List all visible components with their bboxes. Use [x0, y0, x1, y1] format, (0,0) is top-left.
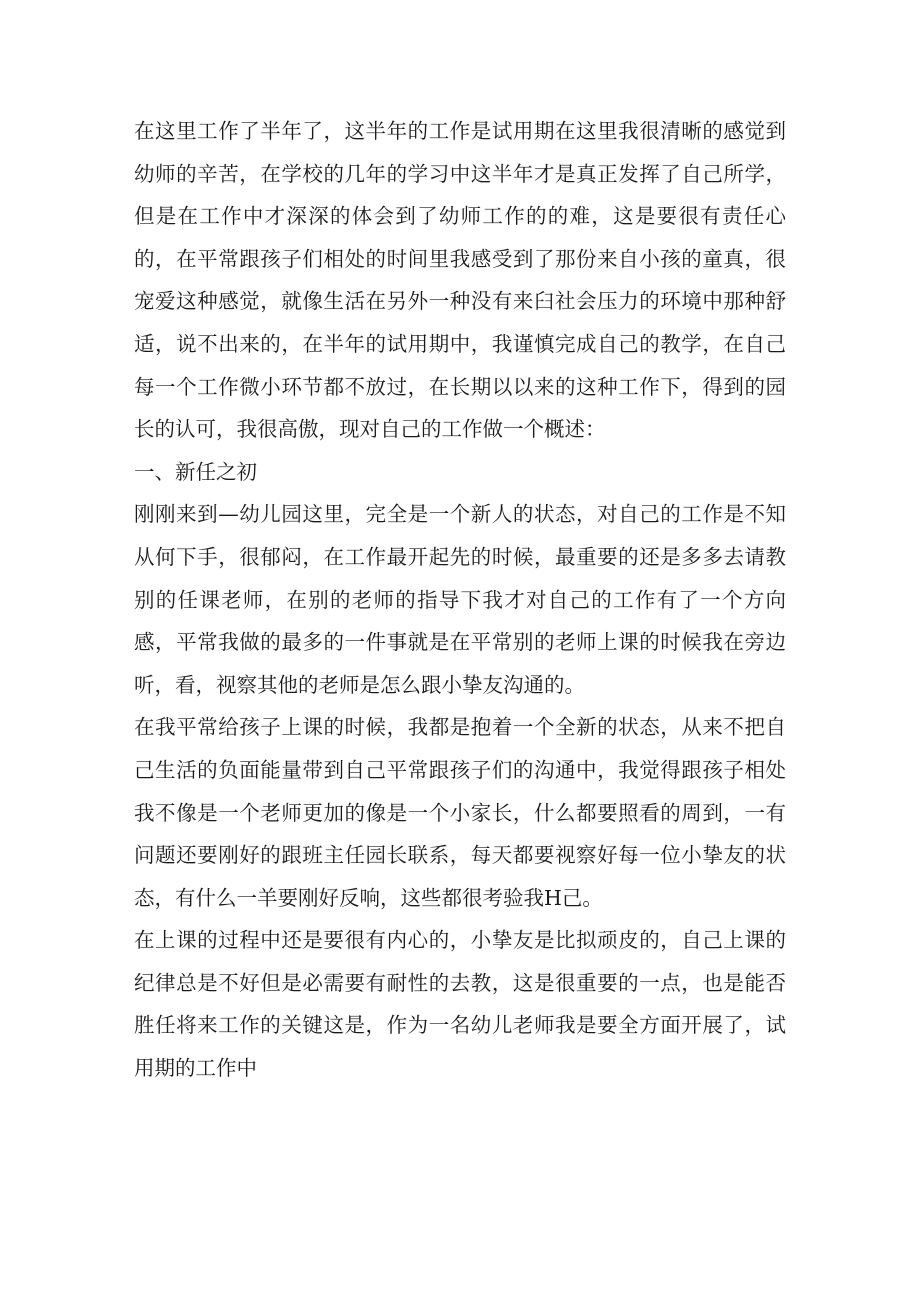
paragraph-patience: 在上课的过程中还是要很有内心的，小挚友是比拟顽皮的，自己上课的纪律总是不好但是必需要有耐性的去教，这是很重要的一点，也是能否胜任将来工作的关键这是，作为一名幼儿老师我是要全方面开展了，试用期的工作中 — [134, 928, 786, 1081]
paragraph-intro: 在这里工作了半年了，这半年的工作是试用期在这里我很清晰的感觉到幼师的辛苦，在学校的几年的学习中这半年才是真正发挥了自己所学，但是在工作中才深深的体会到了幼师工作的的难，这是要很有责任心的，在平常跟孩子们相处的时间里我感受到了那份来自小孩的童真，很宠爱这种感觉，就像生活在另外一种没有来臼社会压力的环境中那种舒适，说不出来的，在半年的试用期中，我谨慎完成自己的教学，在自己每一个工作微小环节都不放过，在长期以以来的这种工作下，得到的园长的认可，我很高傲，现对自己的工作做一个概述： — [134, 119, 786, 442]
document-body — [134, 110, 786, 1090]
paragraph-new-start: 刚刚来到—幼儿园这里，完全是一个新人的状态，对自己的工作是不知从何下手，很郁闷，在工作最开起先的时候，最重要的还是多多去请教别的任课老师，在别的老师的指导下我才对自己的工作有了一个方向感，平常我做的最多的一件事就是在平常别的老师上课的时候我在旁边听，看，视察其他的老师是怎么跟小挚友沟通的。 — [134, 502, 786, 697]
paragraph-teaching-attitude: 在我平常给孩子上课的时候，我都是抱着一个全新的状态，从来不把自己生活的负面能量带到自己平常跟孩子们的沟通中，我觉得跟孩子相处我不像是一个老师更加的像是一个小家长，什么都要照看的周到，一有问题还要刚好的跟班主任园长联系，每天都要视察好每一位小挚友的状态，有什么一羊要刚好反响，这些都很考验我H己。 — [134, 715, 786, 910]
section-heading-1: 一、新任之初 — [134, 459, 257, 484]
